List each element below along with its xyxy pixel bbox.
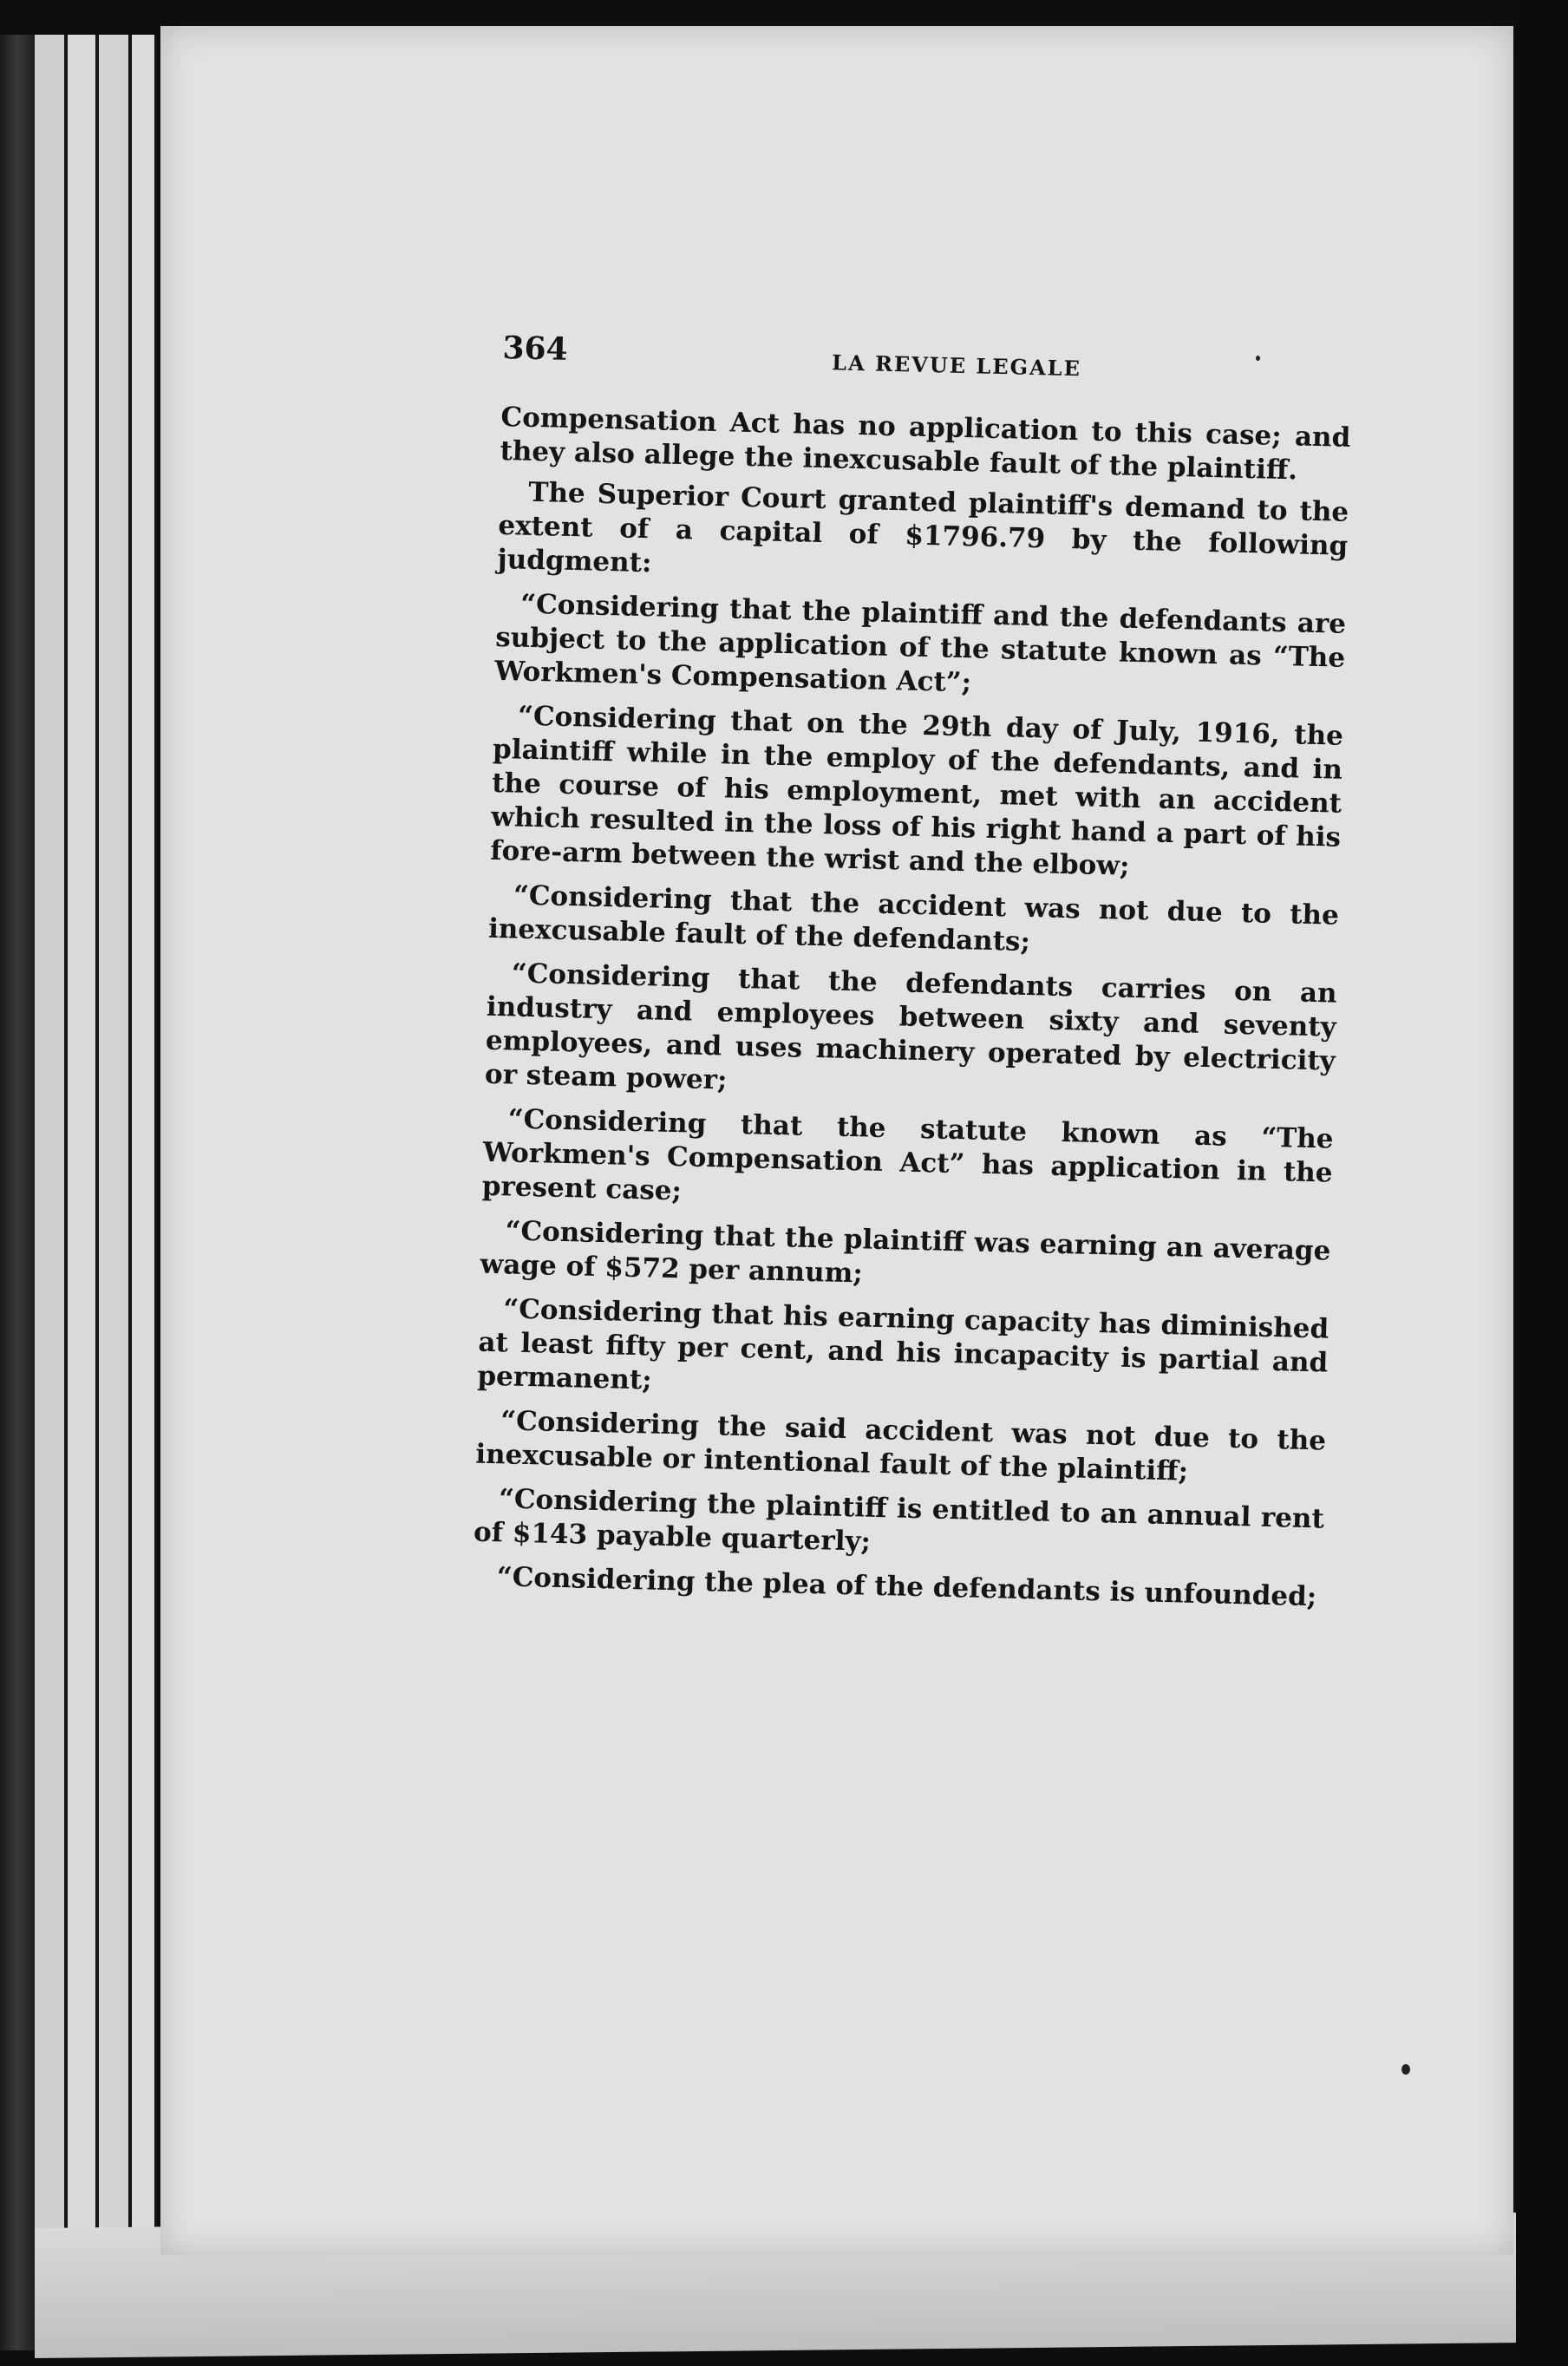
- page-edge: [132, 35, 157, 2238]
- quoted-paragraph: “Considering that the plaintiff and the defendants are subject to the application of the statute known as “The Workmen's Compensation Act”;: [493, 588, 1347, 699]
- quoted-paragraph: “Considering that the defendants carries on an industry and employees between sixty and seventy employees, and uses machinery operated by electricity or steam power;: [484, 958, 1338, 1096]
- page-edge: [35, 35, 67, 2238]
- quoted-paragraph: “Considering the plea of the defendants is unfounded;: [496, 1561, 1317, 1613]
- quoted-paragraph: “Considering that on the 29th day of July, 1916, the plaintiff while in the employ of the defendants, and in the course of his employment, met with an accident which resulted in the loss of his right hand a part of his fore-arm between the wrist and the elbow;: [489, 700, 1344, 882]
- paragraph: Compensation Act has no application to this case; and they also allege the inexcusable fault of the plaintiff.: [500, 401, 1351, 487]
- scan-border: [1516, 0, 1568, 2366]
- book-binding: [0, 35, 35, 2350]
- quoted-paragraph: “Considering that his earning capacity has diminished at least fifty per cent, and his incapacity is partial and permanent;: [477, 1293, 1330, 1396]
- page-number: 364: [501, 330, 569, 368]
- journal-title: LA REVUE LEGALE: [831, 350, 1082, 382]
- page-edge: [99, 35, 131, 2238]
- quoted-paragraph: “Considering that the plaintiff was earning an average wage of $572 per annum;: [480, 1215, 1331, 1290]
- text-block: [472, 330, 1352, 1615]
- quoted-paragraph: “Considering the said accident was not due to the inexcusable or intentional fault of the plaintiff;: [474, 1405, 1327, 1487]
- quoted-paragraph: “Considering that the statute known as “The Workmen's Compensation Act” has application in the present case;: [481, 1103, 1334, 1207]
- paragraph: The Superior Court granted plaintiff's demand to the extent of a capital of $1796.79 by the following judgment:: [497, 476, 1349, 579]
- page-edge: [68, 35, 98, 2238]
- ink-speck: [1401, 2064, 1410, 2075]
- quoted-paragraph: “Considering the plaintiff is entitled to an annual rent of $143 payable quarterly;: [473, 1483, 1325, 1558]
- quoted-paragraph: “Considering that the accident was not due to the inexcusable fault of the defendants;: [487, 879, 1340, 958]
